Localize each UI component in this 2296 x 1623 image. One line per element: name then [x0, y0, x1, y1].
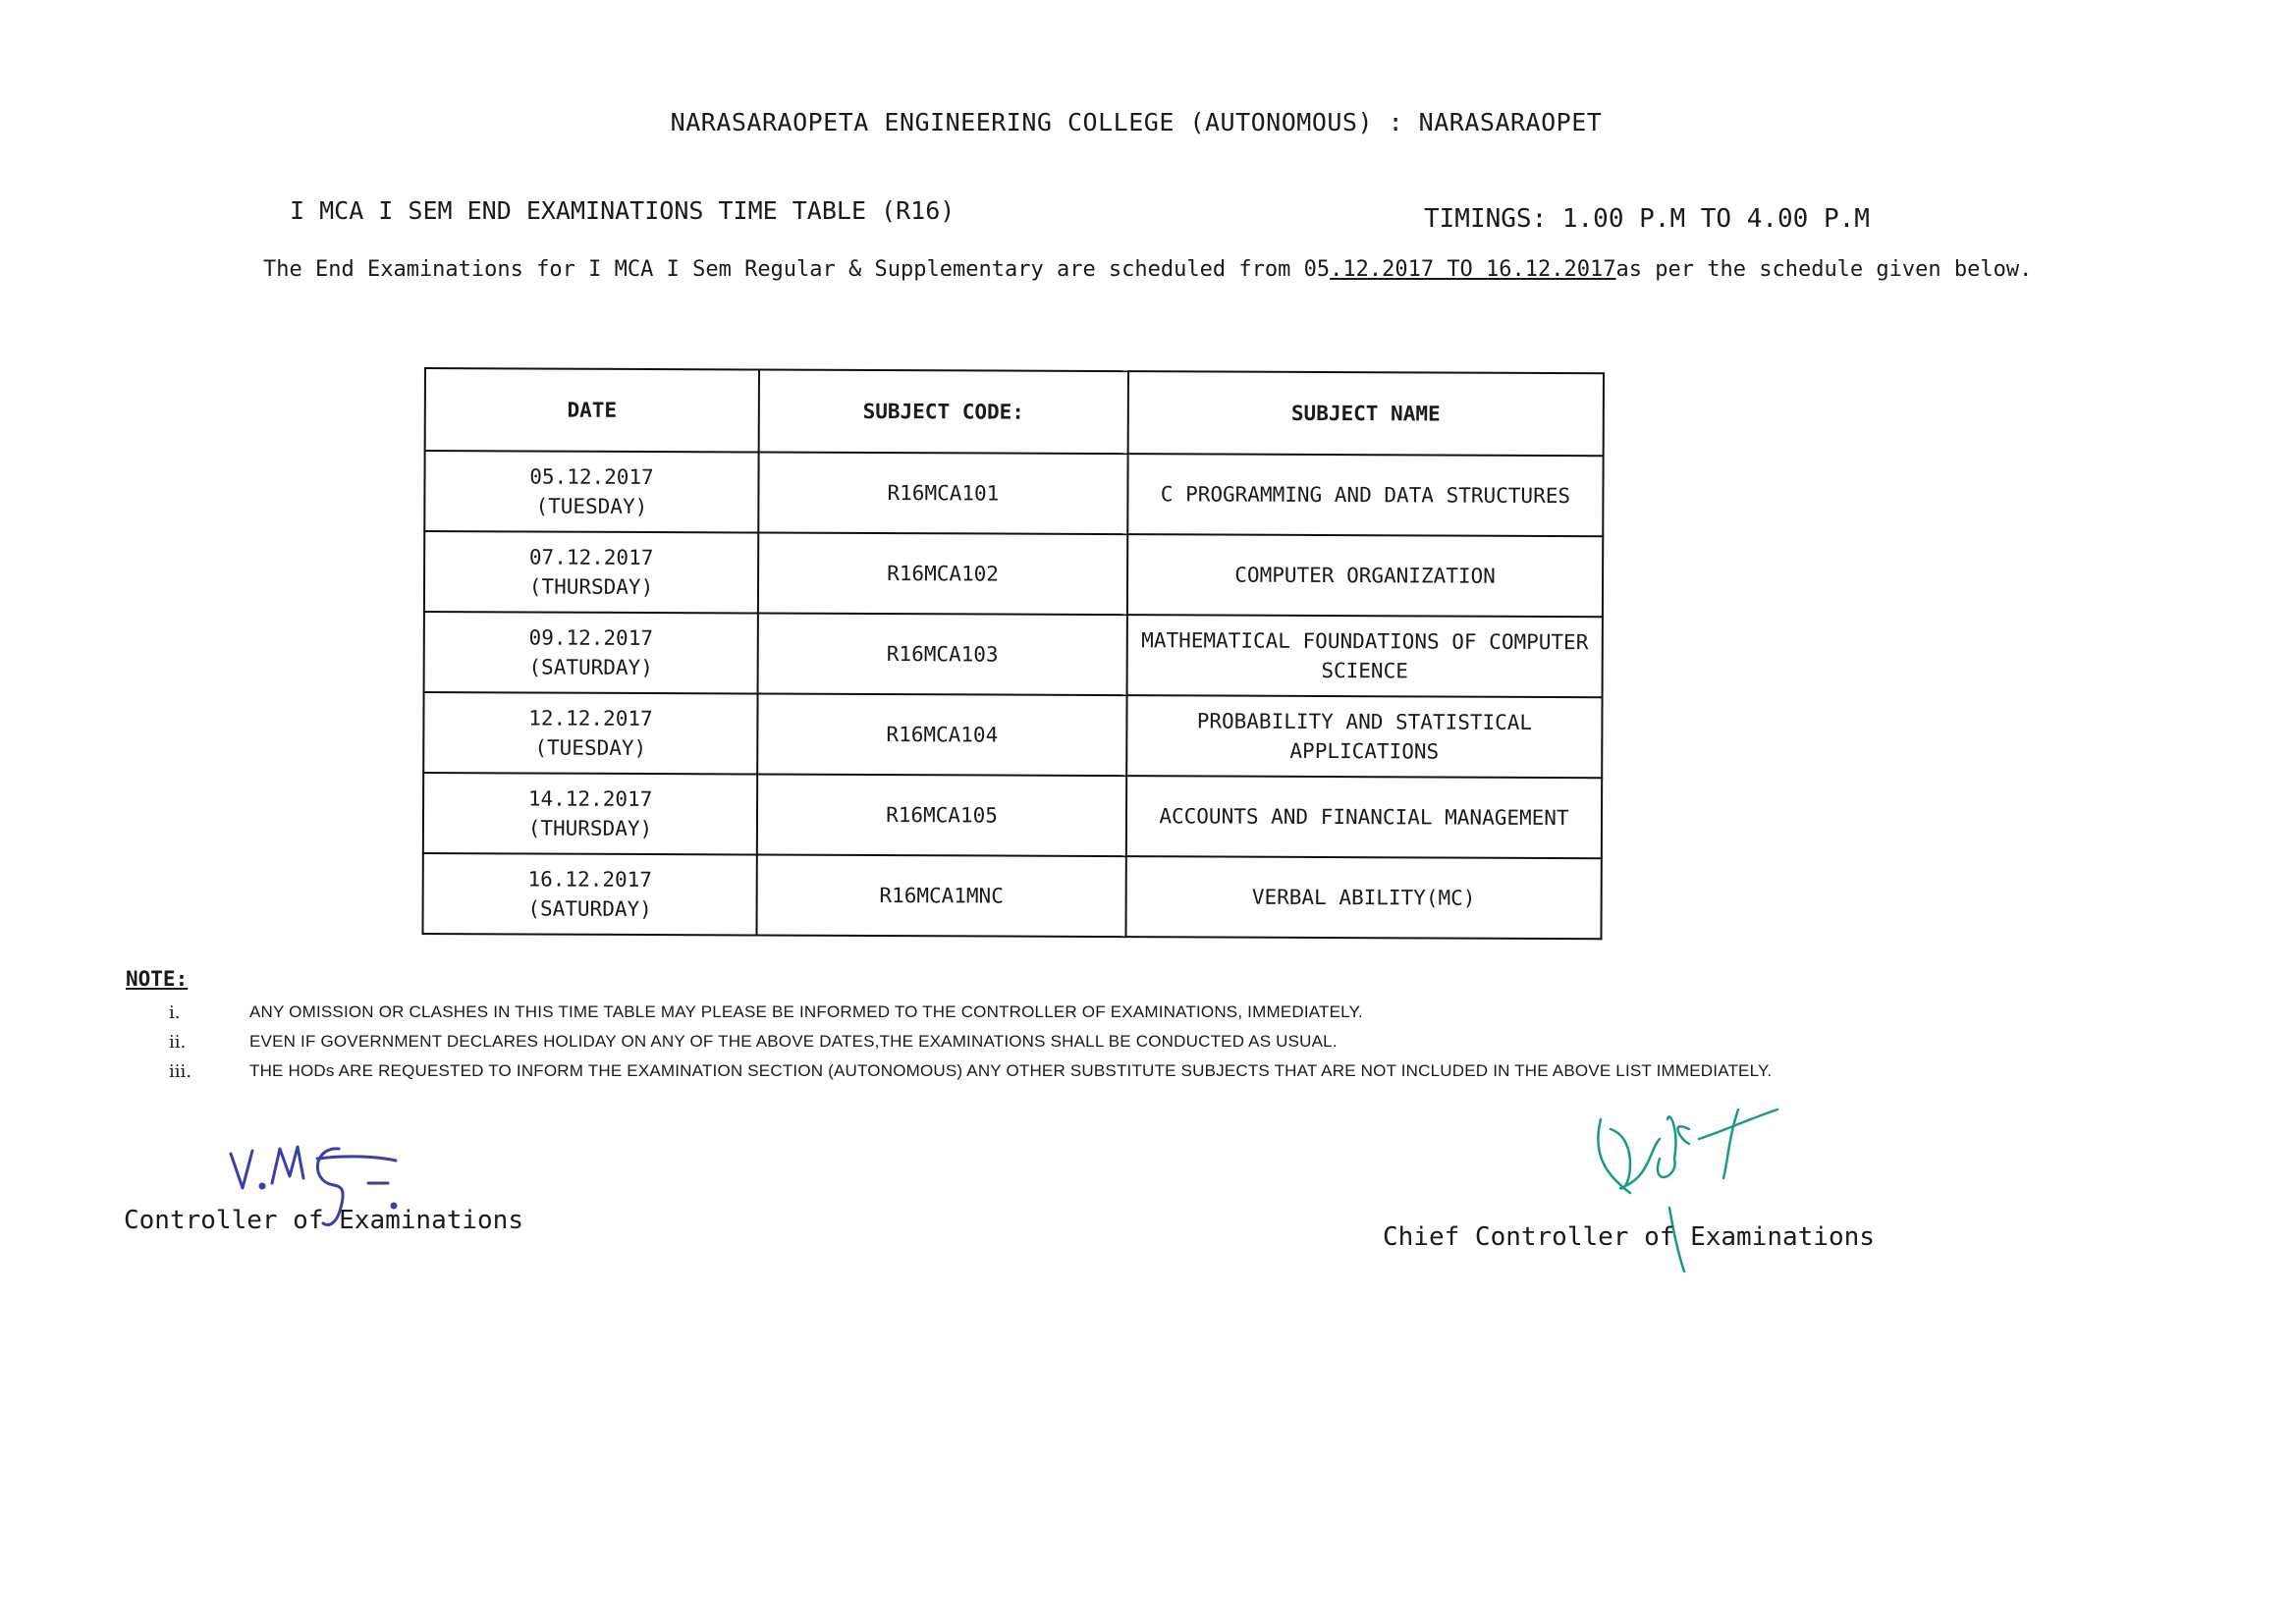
- table-row: [422, 853, 1601, 939]
- subject-code-cell: R16MCA103: [758, 613, 1127, 695]
- note-number: iii.: [169, 1060, 191, 1082]
- column-header-subject-name: SUBJECT NAME: [1128, 371, 1604, 456]
- exam-date: 07.12.2017: [528, 545, 654, 570]
- subject-name-cell: MATHEMATICAL FOUNDATIONS OF COMPUTER SCIENCE: [1127, 615, 1603, 697]
- subject-name-cell: COMPUTER ORGANIZATION: [1127, 534, 1603, 617]
- subject-code-cell: R16MCA1MNC: [756, 854, 1125, 937]
- date-cell: [424, 451, 758, 532]
- intro-text-end: as per the schedule given below.: [1615, 257, 2033, 282]
- exam-date: 09.12.2017: [528, 625, 654, 651]
- exam-day: (THURSDAY): [528, 574, 654, 600]
- note-text: EVEN IF GOVERNMENT DECLARES HOLIDAY ON ANY OF THE ABOVE DATES,THE EXAMINATIONS SHALL BE CONDUCTED AS USUAL.: [249, 1032, 1338, 1051]
- exam-date: 12.12.2017: [528, 706, 653, 731]
- table-row: [424, 451, 1603, 536]
- subject-name-cell: PROBABILITY AND STATISTICAL APPLICATIONS: [1126, 695, 1602, 778]
- list-item: [157, 998, 1925, 1027]
- date-cell: [423, 773, 757, 854]
- column-header-date: DATE: [425, 368, 759, 452]
- table-header-row: [425, 368, 1604, 456]
- list-item: [157, 1056, 1925, 1086]
- subject-name-cell: VERBAL ABILITY(MC): [1125, 856, 1601, 939]
- date-cell: [423, 692, 757, 774]
- subject-name-cell: C PROGRAMMING AND DATA STRUCTURES: [1127, 454, 1603, 536]
- table-row: [424, 612, 1603, 697]
- subject-code-cell: R16MCA101: [758, 452, 1127, 534]
- date-cell: [424, 531, 758, 613]
- chief-controller-of-examinations-label: Chief Controller of Examinations: [1383, 1222, 1875, 1252]
- list-item: [157, 1027, 1925, 1056]
- intro-paragraph: [263, 257, 2032, 282]
- table-row: [424, 531, 1603, 617]
- note-text: THE HODs ARE REQUESTED TO INFORM THE EXAMINATION SECTION (AUTONOMOUS) ANY OTHER SUBSTITUTE SUBJECTS THAT ARE NOT INCLUDED IN THE ABOVE LIST IMMEDIATELY.: [249, 1061, 1773, 1080]
- college-name: NARASARAOPETA ENGINEERING COLLEGE (AUTONOMOUS) : NARASARAOPET: [670, 108, 1603, 136]
- date-cell: [422, 853, 756, 935]
- exam-day: (THURSDAY): [527, 816, 653, 841]
- intro-date-range: .12.2017 TO 16.12.2017: [1330, 257, 1616, 282]
- exam-day: (TUESDAY): [534, 735, 647, 760]
- note-heading: NOTE:: [126, 967, 189, 991]
- exam-timings: TIMINGS: 1.00 P.M TO 4.00 P.M: [1424, 204, 1870, 234]
- notes-list: [157, 998, 1925, 1086]
- exam-date: 16.12.2017: [527, 867, 652, 893]
- exam-timetable: [421, 367, 1605, 940]
- date-cell: [424, 612, 758, 693]
- exam-day: (TUESDAY): [535, 494, 648, 518]
- note-number: i.: [169, 1001, 181, 1023]
- exam-day: (SATURDAY): [527, 896, 652, 922]
- subject-name-cell: ACCOUNTS AND FINANCIAL MANAGEMENT: [1126, 776, 1602, 858]
- subject-code-cell: R16MCA104: [757, 693, 1126, 776]
- intro-text: The End Examinations for I MCA I Sem Regular & Supplementary are scheduled from 05: [263, 257, 1331, 282]
- table-row: [423, 692, 1602, 778]
- note-text: ANY OMISSION OR CLASHES IN THIS TIME TABLE MAY PLEASE BE INFORMED TO THE CONTROLLER OF EXAMINATIONS, IMMEDIATELY.: [249, 1002, 1363, 1021]
- exam-date: 14.12.2017: [527, 786, 653, 812]
- exam-date: 05.12.2017: [529, 464, 654, 490]
- page-title: I MCA I SEM END EXAMINATIONS TIME TABLE (R16): [290, 196, 956, 225]
- exam-day: (SATURDAY): [528, 655, 653, 680]
- controller-of-examinations-label: Controller of Examinations: [124, 1206, 523, 1235]
- column-header-subject-code: SUBJECT CODE:: [759, 369, 1128, 454]
- subject-code-cell: R16MCA105: [757, 774, 1126, 856]
- subject-code-cell: R16MCA102: [758, 532, 1127, 615]
- note-number: ii.: [169, 1031, 187, 1053]
- table-row: [423, 773, 1602, 858]
